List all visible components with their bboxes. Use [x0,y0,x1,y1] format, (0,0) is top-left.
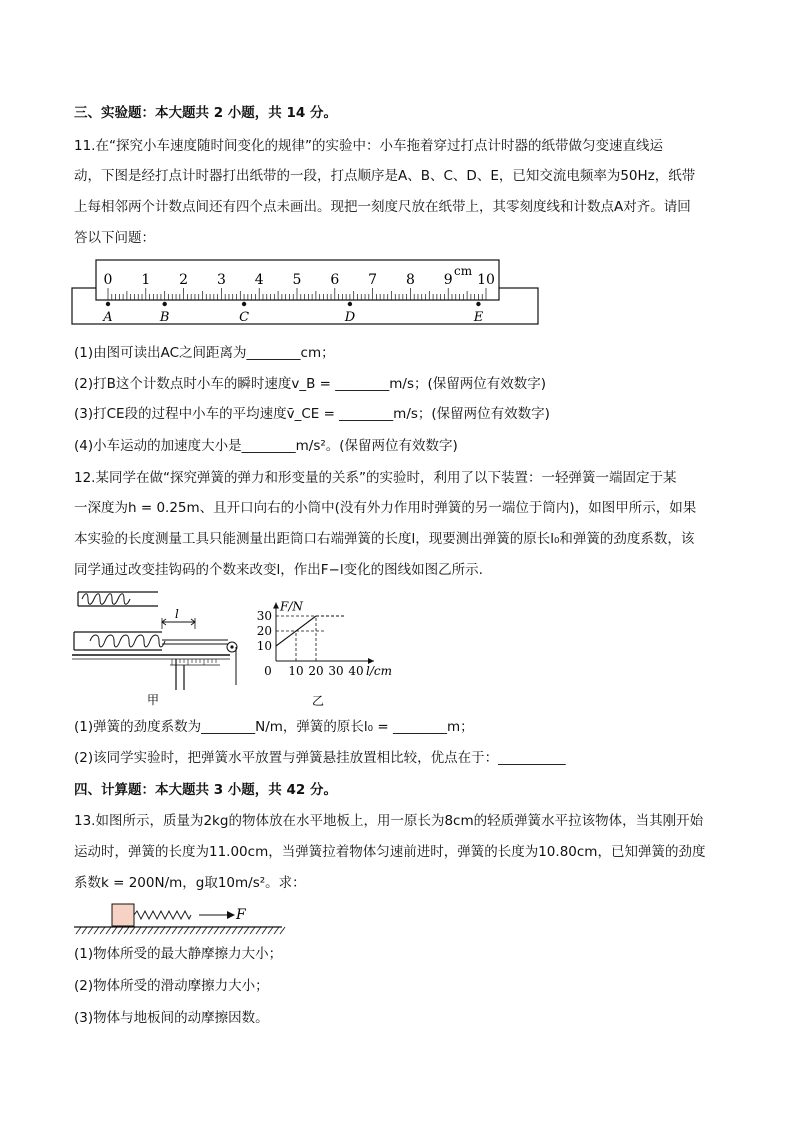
q12-text-line-3: 本实验的长度测量工具只能测量出距筒口右端弹簧的长度l，现要测出弹簧的原长l₀和弹簧的劲度系数，该 [74,531,695,547]
y-tick-label-20: 20 [256,624,272,638]
x-tick-label-20: 20 [308,664,324,678]
axis-ticks [257,609,364,678]
force-label: F [236,907,246,923]
ruler-number-1: 1 [141,272,151,288]
figure-jia-caption: 甲 [147,693,160,707]
hatch-mark [226,927,231,934]
figure-jia [70,585,245,707]
hatch-mark [208,927,213,934]
q11-text-line-1: 11.在“探究小车速度随时间变化的规律”的实验中：小车拖着穿过打点计时器的纸带做匀变速直线运 [74,138,663,154]
ruler-number-7: 7 [368,272,378,288]
figure-yi-chart [252,587,402,707]
hatch-mark [184,927,189,934]
q11-text-line-2: 动，下图是经打点计时器打出纸带的一段，打点顺序是A、B、C、D、E，已知交流电频率为50Hz，纸带 [74,168,696,184]
hatch-mark [274,927,279,934]
hatch-mark [148,927,153,934]
hatch-mark [76,927,81,934]
q12-text-line-2: 一深度为h = 0.25m、且开口向右的小筒中(没有外力作用时弹簧的另一端位于筒内)，如图甲所示，如果 [74,500,697,516]
hatch-mark [136,927,141,934]
q11-sub-1: (1)由图可读出AC之间距离为________cm； [74,345,335,361]
ruler-tape-figure [70,258,545,328]
q13-text-line-2: 运动时，弹簧的长度为11.00cm，当弹簧拉着物体匀速前进时，弹簧的长度为10.80cm，已知弹簧的劲度 [74,844,706,860]
ruler-number-8: 8 [405,272,415,288]
q12-sub-1: (1)弹簧的劲度系数为________N/m，弹簧的原长l₀ = ________m； [74,719,474,735]
hatch-mark [268,927,273,934]
hatch-mark [178,927,183,934]
q11-text-line-3: 上每相邻两个计数点间还有四个点未画出。现把一刻度尺放在纸带上，其零刻度线和计数点A对齐。请回 [74,199,691,215]
hatch-mark [196,927,201,934]
point-B-label: B [159,310,170,325]
q13-text-line-3: 系数k = 200N/m，g取10m/s²。求： [74,875,306,891]
ruler-number-2: 2 [179,272,189,288]
q13-text-line-1: 13.如图所示，质量为2kg的物体放在水平地板上，用一原长为8cm的轻质弹簧水平拉该物体，当其刚开始 [74,813,704,829]
hatch-mark [166,927,171,934]
hatch-mark [262,927,267,934]
ruler-number-3: 3 [216,272,226,288]
q11-sub-2: (2)打B这个计数点时小车的瞬时速度v_B = ________m/s；(保留两位有效数字) [74,376,547,392]
section-3-heading: 三、实验题：本大题共 2 小题，共 14 分。 [74,105,337,121]
point-A-label: A [103,310,113,325]
floor-hatch [76,927,285,934]
x-tick-label-10: 10 [288,664,304,678]
q12-text-line-4: 同学通过改变挂钩码的个数来改变l，作出F−l变化的图线如图乙所示. [74,562,483,578]
y-axis-label: F/N [280,599,303,614]
q11-sub-4: (4)小车运动的加速度大小是________m/s²。(保留两位有效数字) [74,438,458,454]
hatch-mark [106,927,111,934]
q13-sub-1: (1)物体所受的最大静摩擦力大小； [74,946,283,962]
hatch-mark [94,927,99,934]
q12-text-line-1: 12.某同学在做“探究弹簧的弹力和形变量的关系”的实验时，利用了以下装置：一轻弹簧一端固定于某 [74,470,677,486]
q12-sub-2: (2)该同学实验时，把弹簧水平放置与弹簧悬挂放置相比较，优点在于：__________ [74,750,566,766]
hatch-mark [130,927,135,934]
q11-sub-3: (3)打CE段的过程中小车的平均速度v̄_CE = ________m/s；(保留两位有效数字) [74,406,550,422]
hatch-mark [244,927,249,934]
point-C-dot [242,302,246,306]
q13-sub-3: (3)物体与地板间的动摩擦因数。 [74,1010,269,1026]
hatch-mark [250,927,255,934]
force-arrow-head [227,911,235,919]
hatch-mark [190,927,195,934]
point-D-label: D [344,310,356,325]
hatch-mark [238,927,243,934]
point-A-dot [106,302,110,306]
y-tick-label-10: 10 [256,639,272,653]
figure-yi-caption: 乙 [312,694,325,707]
hatch-mark [112,927,117,934]
ruler-number-6: 6 [330,272,340,288]
y-axis-arrow [273,603,279,609]
hatch-mark [100,927,105,934]
block [112,904,134,926]
hatch-mark [214,927,219,934]
point-E-dot [476,302,480,306]
ruler-unit: cm [454,264,473,278]
hatch-mark [232,927,237,934]
tape-points [102,302,483,325]
hatch-mark [220,927,225,934]
point-E-label: E [473,310,484,325]
hatch-mark [142,927,147,934]
point-C-label: C [239,310,250,325]
ruler-number-5: 5 [292,272,302,288]
block-spring-figure [72,900,287,938]
l-dimension-label: l [175,607,179,621]
x-tick-label-0: 0 [264,664,272,678]
ruler-number-10: 10 [477,272,495,288]
hatch-mark [256,927,261,934]
ruler-number-4: 4 [254,272,264,288]
ruler-number-0: 0 [103,272,113,288]
hatch-mark [202,927,207,934]
hatch-mark [172,927,177,934]
x-tick-label-30: 30 [328,664,344,678]
hatch-mark [118,927,123,934]
ruler-number-9: 9 [443,272,453,288]
hatch-mark [160,927,165,934]
x-tick-label-40: 40 [348,664,364,678]
point-D-dot [348,302,352,306]
spring [134,911,191,919]
hatch-mark [82,927,87,934]
x-axis-label: l/cm [366,664,392,678]
hatch-mark [88,927,93,934]
y-tick-label-30: 30 [256,609,272,623]
hatch-mark [280,927,285,934]
hatch-mark [124,927,129,934]
q11-text-line-4: 答以下问题： [74,230,155,246]
q13-sub-2: (2)物体所受的滑动摩擦力大小； [74,978,269,994]
hatch-mark [154,927,159,934]
point-B-dot [163,302,167,306]
section-4-heading: 四、计算题：本大题共 3 小题，共 42 分。 [74,782,337,798]
